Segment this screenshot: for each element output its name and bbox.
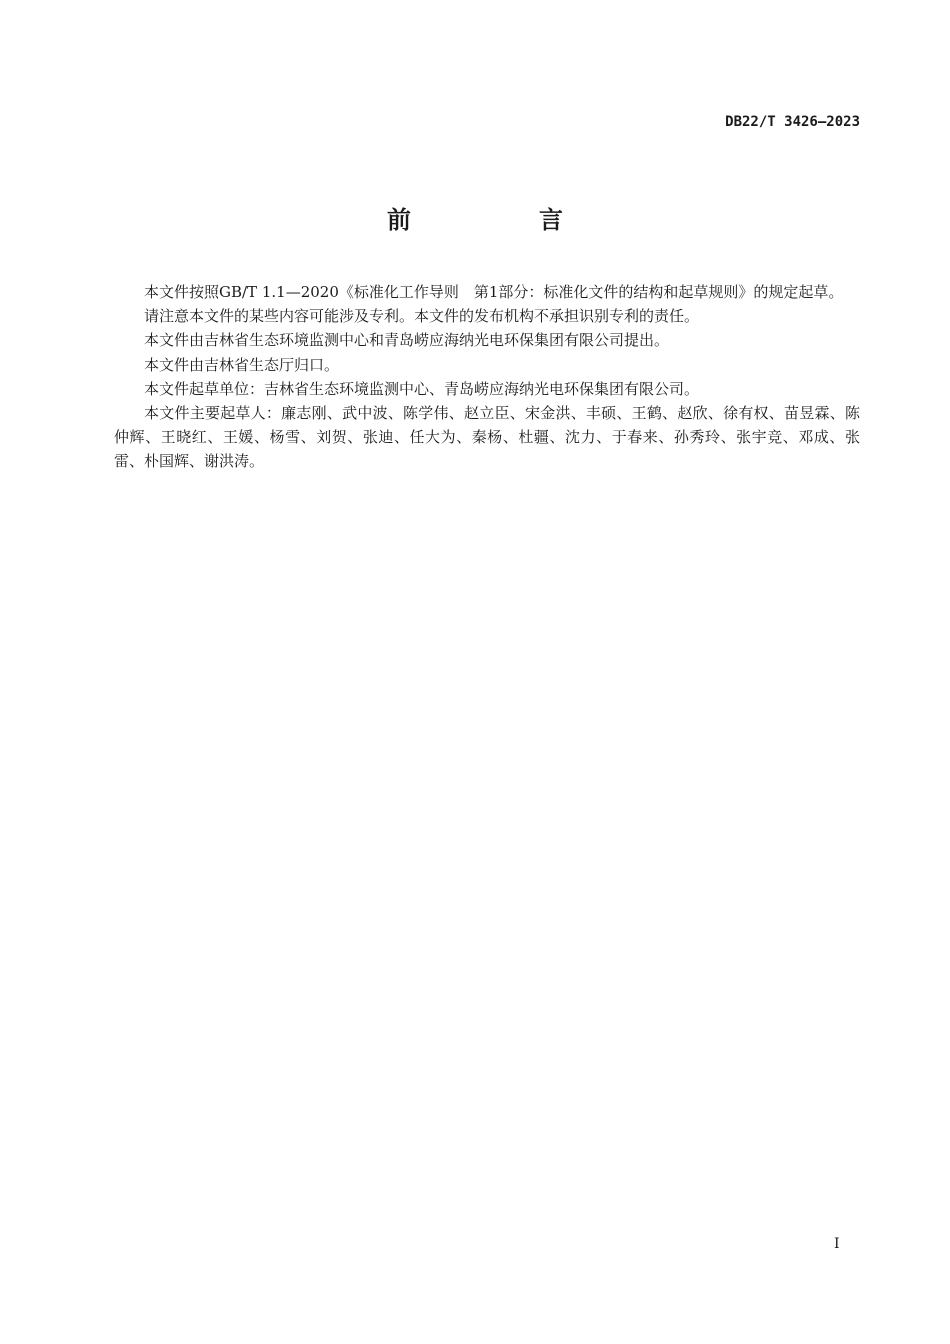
paragraph-drafting-units: 本文件起草单位：吉林省生态环境监测中心、青岛崂应海纳光电环保集团有限公司。 [144,379,700,398]
document-code: DB22/T 3426—2023 [725,114,860,130]
paragraph-proposer: 本文件由吉林省生态环境监测中心和青岛崂应海纳光电环保集团有限公司提出。 [144,331,670,350]
paragraph-administrator: 本文件由吉林省生态厅归口。 [144,355,340,374]
paragraph-patent-notice: 请注意本文件的某些内容可能涉及专利。本文件的发布机构不承担识别专利的责任。 [144,307,700,326]
paragraph-drafters: 本文件主要起草人：廉志刚、武中波、陈学伟、赵立臣、宋金洪、丰硕、王鹤、赵欣、徐有权、苗昱霖、陈仲辉、王晓红、王媛、杨雪、刘贺、张迪、任大为、秦杨、杜疆、沈力、于春来、孙秀玲、张宇竞、邓成、张雷、朴国辉、谢洪涛。 [114,404,860,471]
foreword-body [114,280,860,474]
paragraph-drafting-rules: 本文件按照GB/T 1.1—2020《标准化工作导则 第1部分：标准化文件的结构和起草规则》的规定起草。 [144,283,844,301]
page-title: 前 言 [387,206,615,234]
page-number: I [834,1236,840,1252]
